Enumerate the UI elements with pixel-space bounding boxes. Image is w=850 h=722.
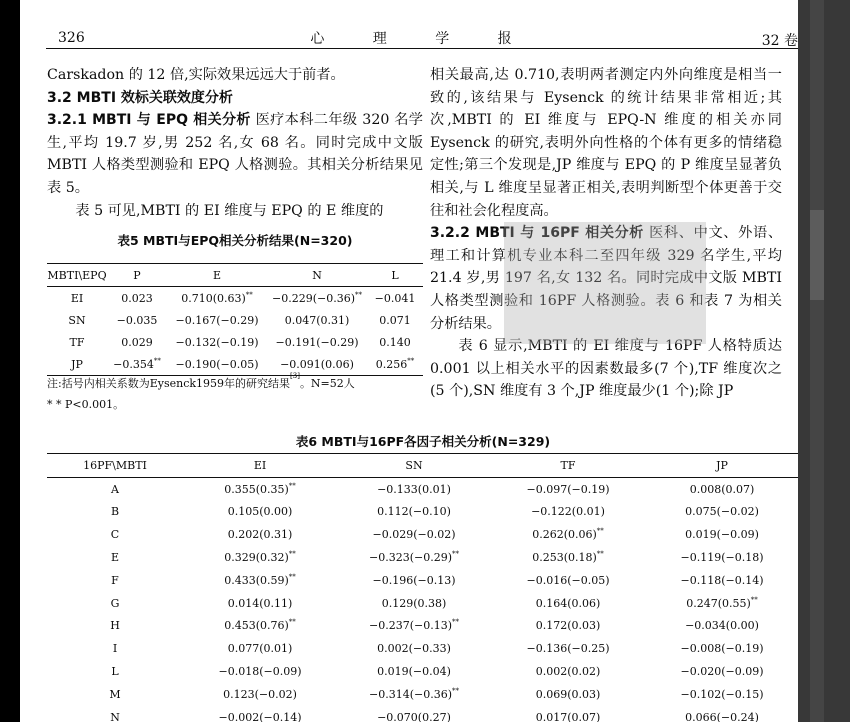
- row-label: L: [111, 665, 119, 679]
- significance-mark: **: [288, 618, 296, 627]
- table-cell: [491, 683, 645, 706]
- table-cell: [183, 706, 337, 722]
- cell-value: 0.123(−0.02): [223, 687, 297, 701]
- cell-value: −0.008(−0.19): [680, 642, 764, 656]
- significance-mark: **: [596, 550, 604, 559]
- cell-value: −0.191(−0.29): [275, 335, 359, 349]
- table-row: [47, 683, 798, 706]
- table-row: [47, 637, 798, 660]
- cell-value: −0.190(−0.05): [175, 357, 259, 371]
- table-row: [47, 592, 798, 615]
- viewer-scrollbar[interactable]: [798, 0, 850, 722]
- paragraph: 相关最高,达 0.710,表明两者测定内外向维度是相当一致的,该结果与 Eysenck 的统计结果非常相近;其次,MBTI 的 EI 维度与 EPQ-N 维度的相关亦同 Eysenck 的研究,表明外向性格的个体有更多的情绪稳定性;第三个发现是,JP 维度与 EPQ 的 P 维度呈显著负相关,与 L 维度呈显著正相关,表明判断型个体更善于交往和社会化程度高。: [430, 67, 782, 219]
- volume-label: 32 卷: [761, 33, 798, 49]
- section-heading: 3.2 MBTI 效标关联效度分析: [47, 89, 233, 106]
- table-cell: [337, 660, 491, 683]
- table-cell: [491, 637, 645, 660]
- column-header: N: [312, 268, 322, 282]
- table-row: [47, 523, 798, 546]
- cell-value: 0.014(0.11): [227, 596, 293, 610]
- row-label: B: [110, 505, 120, 519]
- row-label: A: [111, 482, 119, 496]
- table-cell: [183, 546, 337, 569]
- table-cell: [267, 287, 367, 310]
- table-cell: [183, 523, 337, 546]
- cell-value: 0.066(−0.24): [685, 710, 759, 722]
- cell-value: −0.034(0.00): [685, 619, 759, 633]
- scrollbar-track[interactable]: [810, 0, 824, 722]
- cell-value: 0.075(−0.02): [685, 505, 759, 519]
- cell-value: 0.105(0.00): [227, 505, 293, 519]
- significance-mark: **: [288, 550, 296, 559]
- table5-caption: 表5 MBTI与EPQ相关分析结果(N=320): [117, 233, 353, 249]
- table-cell: [183, 637, 337, 660]
- significance-mark: **: [750, 595, 758, 604]
- row-label: N: [110, 710, 120, 722]
- significance-mark: **: [288, 572, 296, 581]
- cell-value: 0.047(0.31): [284, 313, 350, 327]
- cell-value: 0.247(0.55): [686, 596, 751, 610]
- cell-value: 0.129(0.38): [381, 596, 447, 610]
- table-cell: [491, 615, 645, 638]
- paragraph-text: 医科、中文、外语、理工和计算机专业本科二至四年级 329 名学生,平均 21.4 岁,男 197 名,女 132 名。同时完成中文版 MBTI 人格类型测验和 16PF 人格测验。表 6 和表 7 为相关分析结果。: [430, 225, 783, 332]
- table-cell: [167, 287, 267, 310]
- cell-value: 0.071: [379, 313, 411, 327]
- cell-value: −0.167(−0.29): [175, 313, 259, 327]
- table-row: [47, 615, 798, 638]
- cell-value: −0.119(−0.18): [680, 551, 764, 565]
- cell-value: 0.002(−0.33): [377, 642, 451, 656]
- table-cell: [267, 309, 367, 331]
- significance-mark: **: [407, 356, 415, 365]
- significance-mark: **: [153, 356, 161, 365]
- row-label: I: [112, 642, 118, 656]
- right-column: [430, 64, 782, 403]
- table-cell: [107, 331, 167, 353]
- note-line: 注:括号内相关系数为Eysenck1959年的研究结果[3]。N=52人: [47, 372, 355, 390]
- table-row: [47, 309, 423, 331]
- table5: [47, 263, 423, 376]
- column-header: E: [212, 268, 222, 282]
- table-row: [47, 477, 798, 500]
- table-cell: [183, 615, 337, 638]
- table-cell: [645, 477, 798, 500]
- cell-value: −0.314(−0.36): [369, 687, 452, 701]
- table-cell: [337, 477, 491, 500]
- cell-value: 0.019(−0.09): [685, 528, 759, 542]
- cell-value: 0.262(0.06): [532, 528, 597, 542]
- cell-value: 0.164(0.06): [535, 596, 601, 610]
- cell-value: −0.018(−0.09): [218, 665, 302, 679]
- column-header: 16PF\MBTI: [83, 458, 147, 472]
- table-cell: [491, 660, 645, 683]
- cell-value: 0.329(0.32): [224, 551, 289, 565]
- cell-value: −0.002(−0.14): [218, 710, 302, 722]
- cell-value: −0.136(−0.25): [526, 642, 610, 656]
- cell-value: 0.453(0.76): [224, 619, 289, 633]
- table-cell: [167, 331, 267, 353]
- significance-mark: **: [596, 527, 604, 536]
- table-cell: [183, 501, 337, 524]
- paragraph: [430, 222, 782, 335]
- table-cell: [337, 569, 491, 592]
- paragraph-text: 医疗本科二年级 320 名学生,平均 19.7 岁,男 252 名,女 68 名。同时完成中文版 MBTI 人格类型测验和 EPQ 人格测验。其相关分析结果见表 5。: [47, 112, 423, 196]
- cell-value: −0.041: [374, 291, 416, 305]
- table-cell: [645, 637, 798, 660]
- table-cell: [337, 546, 491, 569]
- row-label: JP: [71, 357, 83, 371]
- cell-value: 0.140: [379, 335, 411, 349]
- cell-value: 0.253(0.18): [532, 551, 597, 565]
- table-cell: [337, 706, 491, 722]
- table-cell: [107, 287, 167, 310]
- page-number: 326: [58, 30, 85, 46]
- table-row: [47, 501, 798, 524]
- cell-value: 0.023: [121, 291, 153, 305]
- paragraph: 表 6 显示,MBTI 的 EI 维度与 16PF 人格特质达 0.001 以上相关水平的因素数最多(7 个),TF 维度次之(5 个),SN 维度有 3 个,JP 维度最少(1 个);除 JP: [430, 338, 782, 400]
- table-cell: [267, 331, 367, 353]
- table-row: [47, 331, 423, 353]
- table-cell: [337, 592, 491, 615]
- table-cell: [337, 683, 491, 706]
- table6-caption: 表6 MBTI与16PF各因子相关分析(N=329): [295, 434, 551, 449]
- row-label: F: [111, 573, 119, 587]
- table6: [47, 453, 798, 722]
- cell-value: −0.196(−0.13): [372, 573, 456, 587]
- table-header-row: [47, 264, 423, 287]
- cell-value: −0.229(−0.36): [272, 291, 355, 305]
- table-cell: [107, 309, 167, 331]
- cell-value: −0.323(−0.29): [369, 551, 452, 565]
- left-column: [47, 64, 423, 253]
- table-cell: [491, 706, 645, 722]
- table-row: [47, 287, 423, 310]
- table-cell: [167, 309, 267, 331]
- cell-value: 0.172(0.03): [535, 619, 601, 633]
- table-cell: [337, 637, 491, 660]
- table-cell: [645, 592, 798, 615]
- table-row: [47, 660, 798, 683]
- table-cell: [367, 331, 423, 353]
- row-label: E: [110, 551, 120, 565]
- table-cell: [491, 477, 645, 500]
- cell-value: 0.008(0.07): [689, 482, 755, 496]
- citation-ref: [3]: [290, 372, 300, 380]
- scrollbar-thumb[interactable]: [810, 210, 824, 300]
- cell-value: −0.122(0.01): [531, 505, 605, 519]
- paragraph: 表 5 可见,MBTI 的 EI 维度与 EPQ 的 E 维度的: [75, 202, 384, 219]
- significance-mark: **: [245, 290, 253, 299]
- cell-value: −0.070(0.27): [377, 710, 451, 722]
- subsection-heading: 3.2.2 MBTI 与 16PF 相关分析: [430, 225, 644, 242]
- table-cell: [645, 706, 798, 722]
- subsection-heading: 3.2.1 MBTI 与 EPQ 相关分析: [47, 112, 251, 129]
- cell-value: −0.029(−0.02): [372, 528, 456, 542]
- table-cell: [491, 546, 645, 569]
- table-cell: [183, 592, 337, 615]
- cell-value: 0.112(−0.10): [377, 505, 451, 519]
- table5-note: [47, 373, 423, 415]
- table-cell: [183, 477, 337, 500]
- table-cell: [183, 569, 337, 592]
- column-header: JP: [716, 458, 728, 472]
- cell-value: −0.237(−0.13): [369, 619, 452, 633]
- table-cell: [183, 683, 337, 706]
- table-cell: [337, 523, 491, 546]
- table-cell: [645, 569, 798, 592]
- cell-value: 0.710(0.63): [181, 291, 246, 305]
- cell-value: 0.017(0.07): [535, 710, 601, 722]
- column-header: P: [133, 268, 141, 282]
- cell-value: −0.118(−0.14): [680, 573, 764, 587]
- running-header: [46, 20, 798, 49]
- cell-value: −0.091(0.06): [280, 357, 354, 371]
- significance-mark: **: [288, 481, 296, 490]
- table-cell: [491, 501, 645, 524]
- table-cell: [491, 523, 645, 546]
- cell-value: 0.256: [375, 357, 408, 371]
- significance-mark: **: [452, 686, 459, 695]
- cell-value: −0.132(−0.19): [175, 335, 259, 349]
- table-row: [47, 706, 798, 722]
- column-header: MBTI\EPQ: [47, 268, 107, 282]
- table-cell: [645, 660, 798, 683]
- cell-value: 0.029: [121, 335, 153, 349]
- row-label: C: [110, 528, 120, 542]
- table-cell: [183, 660, 337, 683]
- table-row: [47, 546, 798, 569]
- paragraph: [47, 109, 423, 199]
- cell-value: 0.202(0.31): [227, 528, 293, 542]
- table-cell: [491, 569, 645, 592]
- cell-value: 0.019(−0.04): [377, 665, 451, 679]
- row-label: H: [110, 619, 120, 633]
- row-label: G: [110, 596, 120, 610]
- cell-value: 0.433(0.59): [224, 573, 289, 587]
- cell-value: −0.016(−0.05): [526, 573, 610, 587]
- paragraph: Carskadon 的 12 倍,实际效果远远大于前者。: [47, 67, 345, 83]
- significance-mark: **: [452, 550, 459, 559]
- column-header: L: [391, 268, 399, 282]
- cell-value: −0.354: [113, 357, 154, 371]
- table-cell: [645, 501, 798, 524]
- cell-value: 0.069(0.03): [535, 687, 601, 701]
- cell-value: −0.133(0.01): [377, 482, 451, 496]
- cell-value: −0.097(−0.19): [526, 482, 610, 496]
- table-cell: [367, 309, 423, 331]
- table-cell: [645, 683, 798, 706]
- cell-value: −0.035: [116, 313, 158, 327]
- note-line: * * P<0.001。: [47, 398, 125, 411]
- cell-value: −0.020(−0.09): [680, 665, 764, 679]
- journal-title: 心 理 学 报: [310, 31, 534, 47]
- column-header: EI: [253, 458, 267, 472]
- table-cell: [645, 546, 798, 569]
- cell-value: −0.102(−0.15): [680, 687, 764, 701]
- cell-value: 0.077(0.01): [227, 642, 293, 656]
- table-cell: [367, 287, 423, 310]
- table-cell: [337, 501, 491, 524]
- cell-value: 0.002(0.02): [535, 665, 601, 679]
- row-label: EI: [70, 291, 84, 305]
- column-header: TF: [560, 458, 576, 472]
- row-label: M: [109, 687, 121, 701]
- table-cell: [645, 615, 798, 638]
- cell-value: 0.355(0.35): [224, 482, 289, 496]
- significance-mark: **: [452, 618, 459, 627]
- table-cell: [645, 523, 798, 546]
- significance-mark: **: [355, 290, 362, 299]
- pdf-page: [20, 0, 798, 722]
- table-cell: [337, 615, 491, 638]
- row-label: SN: [68, 313, 86, 327]
- row-label: TF: [69, 335, 85, 349]
- table-cell: [491, 592, 645, 615]
- table-header-row: [47, 454, 798, 478]
- table-row: [47, 569, 798, 592]
- column-header: SN: [405, 458, 423, 472]
